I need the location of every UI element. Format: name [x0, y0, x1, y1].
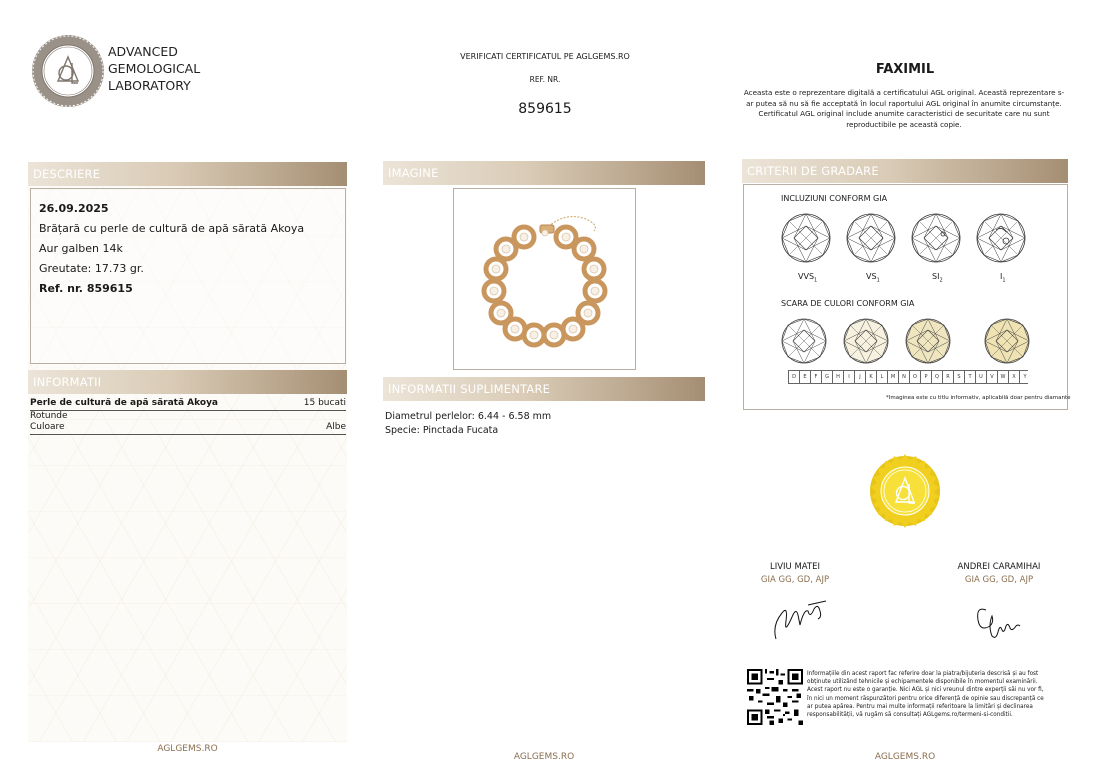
disclaimer-text	[807, 670, 1077, 719]
pearl-diameter: Diametrul perlelor: 6.44 - 6.58 mm	[385, 411, 552, 422]
color-grade: O	[910, 371, 921, 384]
color-grade: T	[965, 371, 976, 384]
disclaimer-line: ar putea apărea. Pentru mai multe informații referitoare la limitări și declinarea	[807, 703, 1033, 710]
color-grade: V	[987, 371, 998, 384]
agl-seal-logo	[30, 33, 106, 109]
imagine-header: IMAGINE	[383, 161, 705, 185]
color-grade: S	[954, 371, 965, 384]
color-grade: Y	[1020, 371, 1028, 384]
color-grade: H	[833, 371, 844, 384]
pearl-species: Specie: Pinctada Fucata	[385, 425, 499, 436]
info-label: Culoare	[30, 422, 65, 432]
verify-text[interactable]: VERIFICATI CERTIFICATUL PE AGLGEMS.RO	[460, 52, 630, 61]
color-grade: G	[822, 371, 833, 384]
gold-seal-icon	[866, 452, 944, 530]
signatory-credentials: GIA GG, GD, AJP	[964, 575, 1034, 585]
color-grade: P	[921, 371, 932, 384]
faximil-title: FAXIMIL	[875, 62, 935, 77]
color-grade: D	[789, 371, 800, 384]
disclaimer-line: responsabilității, vă rugăm să consultați AGLgems.ro/termeni-si-conditii.	[807, 712, 1013, 719]
signatory-credentials: GIA GG, GD, AJP	[760, 575, 830, 585]
disclaimer-line: în nici un moment răspunzători pentru orice diferență de opinie sau discrepanță ce	[807, 695, 1044, 702]
informatii-header: INFORMATII	[28, 370, 347, 394]
info-row	[30, 422, 346, 433]
info-row	[30, 398, 346, 409]
color-grade: X	[1009, 371, 1020, 384]
ref-label: REF. NR.	[529, 75, 561, 84]
info-value: Albe	[326, 422, 346, 432]
inclusion-label: $VS_1$	[866, 272, 880, 284]
color-grade: R	[943, 371, 954, 384]
info-value: 15 bucati	[303, 398, 346, 408]
lab-name-line: LABORATORY	[108, 78, 191, 93]
lab-name-line: ADVANCED	[108, 44, 178, 59]
inclusion-label: $VVS_1$	[798, 272, 818, 284]
product-image-frame	[453, 188, 636, 370]
info-label: Perle de cultură de apă sărată Akoya	[30, 398, 219, 408]
faximil-line: reproductibile pe această copie.	[846, 119, 962, 129]
right-footer[interactable]: AGLGEMS.RO	[874, 752, 936, 762]
color-diamonds	[760, 314, 1060, 370]
color-grade: E	[800, 371, 811, 384]
faximil-text	[728, 88, 1080, 130]
color-scale-bar	[788, 370, 1028, 384]
faximil-line: Certificatul AGL original include anumite caracteristici de securitate care nu sunt	[758, 109, 1050, 118]
color-grade: N	[899, 371, 910, 384]
info-label: Rotunde	[30, 411, 68, 421]
color-grade: Q	[932, 371, 943, 384]
color-grade: L	[877, 371, 888, 384]
weight: Greutate: 17.73 gr.	[39, 262, 144, 275]
diamond-note: *Imaginea este cu titlu informativ, aplicabilă doar pentru diamante	[886, 395, 1071, 401]
color-grade: K	[866, 371, 877, 384]
info-row	[30, 411, 346, 422]
signature-liviu-matei	[768, 595, 838, 645]
metal-description: Aur galben 14k	[39, 242, 123, 255]
inclusion-label: $I_1$	[1000, 272, 1006, 284]
lab-name-line: GEMOLOGICAL	[108, 61, 201, 76]
descriere-header: DESCRIERE	[28, 162, 347, 186]
item-description: Brățară cu perle de cultură de apă sărată Akoya	[39, 222, 305, 235]
suplimentare-content	[385, 410, 551, 438]
qr-code-icon[interactable]	[747, 669, 803, 725]
ref-number: 859615	[518, 101, 572, 117]
disclaimer-line: Informațiile din acest raport fac referire doar la piatra/bijuteria descrisă și au fost	[807, 671, 1039, 677]
descriere-content	[39, 199, 339, 299]
signatory-name: ANDREI CARAMIHAI	[957, 562, 1041, 572]
lab-name	[108, 43, 200, 94]
inclusion-title: INCLUZIUNI CONFORM GIA	[781, 194, 888, 203]
inclusion-label: $SI_2$	[932, 272, 943, 284]
middle-footer[interactable]: AGLGEMS.RO	[513, 752, 575, 762]
faximil-line: Aceasta este o reprezentare digitală a certificatului AGL original. Această reprezentare s-	[743, 88, 1065, 97]
certificate-date: 26.09.2025	[39, 202, 109, 215]
divider	[30, 434, 346, 435]
color-grade: W	[998, 371, 1009, 384]
suplimentare-header: INFORMATII SUPLIMENTARE	[383, 377, 705, 401]
color-grade: J	[855, 371, 866, 384]
pearl-bracelet-image	[454, 189, 635, 369]
ref-number-text: Ref. nr. 859615	[39, 282, 133, 295]
color-scale-title: SCARA DE CULORI CONFORM GIA	[781, 299, 915, 308]
faximil-line: ar putea să nu să fie acceptată în locul raportului AGL original în anumite circumstanțe.	[746, 98, 1062, 108]
color-grade: I	[844, 371, 855, 384]
left-footer[interactable]: AGLGEMS.RO	[157, 744, 218, 754]
signature-andrei-caramihai	[970, 596, 1030, 646]
signatory-name: LIVIU MATEI	[769, 562, 821, 572]
color-grade: M	[888, 371, 899, 384]
criterii-header: CRITERII DE GRADARE	[742, 159, 1068, 183]
color-grade: F	[811, 371, 822, 384]
disclaimer-line: Acest raport nu este o garanție. Nici AGL și nici vreunul dintre experții săi nu vor fi,	[807, 687, 1044, 694]
disclaimer-line: obținute utilizând tehnicile și echipamentele disponibile în momentul examinării.	[807, 679, 1038, 686]
color-grade: U	[976, 371, 987, 384]
